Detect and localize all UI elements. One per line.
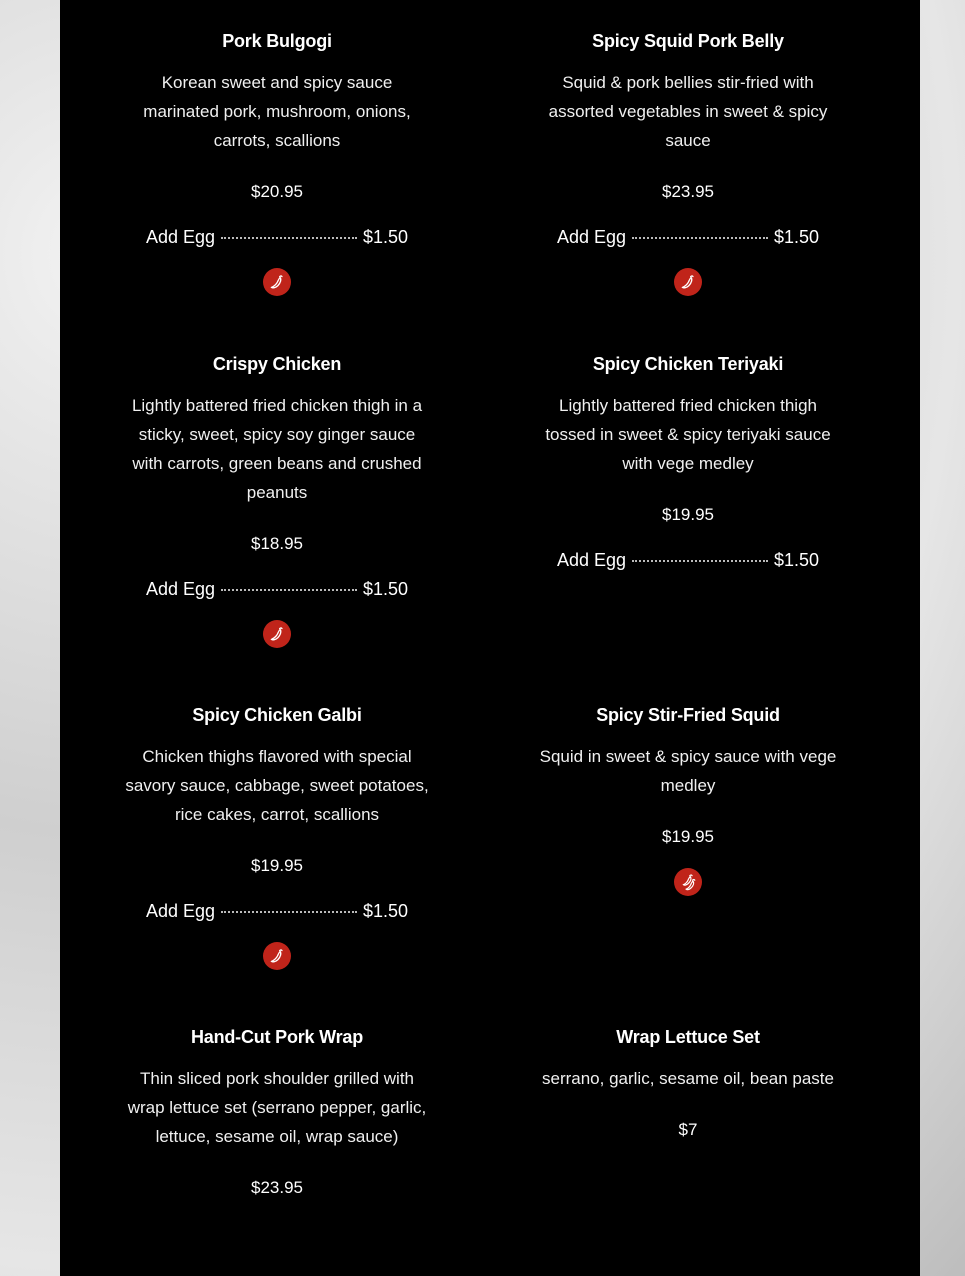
- menu-item-name: Spicy Chicken Galbi: [192, 705, 362, 725]
- dot-leader: [632, 237, 768, 239]
- menu-item-description: Thin sliced pork shoulder grilled with wrap lettuce set (serrano pepper, garlic, lettuce, sesame oil, wrap sauce): [127, 1069, 427, 1146]
- menu-item-description: Squid & pork bellies stir-fried with assorted vegetables in sweet & spicy sauce: [548, 73, 828, 150]
- chili-pepper-icon: [674, 268, 702, 296]
- menu-item-description: Squid in sweet & spicy sauce with vege medley: [539, 747, 837, 795]
- menu-item-price: $19.95: [662, 827, 714, 846]
- menu-item-description: Korean sweet and spicy sauce marinated pork, mushroom, onions, carrots, scallions: [143, 73, 411, 150]
- addon-row: [146, 224, 408, 250]
- menu-item-hand-cut-pork-wrap: [112, 1024, 442, 1201]
- dot-leader: [632, 560, 768, 562]
- dot-leader: [221, 911, 357, 913]
- menu-item-name: Spicy Chicken Teriyaki: [592, 354, 784, 374]
- menu-item-wrap-lettuce-set: [523, 1024, 853, 1143]
- menu-item-name: Spicy Squid Pork Belly: [592, 31, 784, 51]
- addon-row: [557, 224, 819, 250]
- menu-item-pork-bulgogi: [112, 28, 442, 296]
- addon-label: Add Egg: [146, 227, 216, 247]
- menu-item-price: $7: [678, 1120, 698, 1139]
- addon-label: Add Egg: [146, 579, 216, 599]
- dot-leader: [221, 589, 357, 591]
- menu-item-spicy-stir-fried-squid: [523, 702, 853, 896]
- chili-pepper-icon: [263, 620, 291, 648]
- menu-item-spicy-chicken-teriyaki: [523, 351, 853, 573]
- menu-item-price: $19.95: [662, 505, 714, 524]
- addon-label: Add Egg: [557, 227, 627, 247]
- menu-item-price: $23.95: [662, 182, 714, 201]
- addon-label: Add Egg: [146, 901, 216, 921]
- double-chili-pepper-icon: [674, 868, 702, 896]
- addon-label: Add Egg: [557, 550, 627, 570]
- menu-item-description: Chicken thighs flavored with special savory sauce, cabbage, sweet potatoes, rice cakes, carrot, scallions: [125, 747, 429, 824]
- menu-item-name: Spicy Stir-Fried Squid: [596, 705, 780, 725]
- menu-item-name: Crispy Chicken: [212, 354, 342, 374]
- addon-price: $1.50: [362, 901, 408, 921]
- addon-price: $1.50: [362, 227, 408, 247]
- addon-row: [146, 576, 408, 602]
- menu-item-spicy-chicken-galbi: [112, 702, 442, 970]
- addon-price: $1.50: [362, 579, 408, 599]
- dot-leader: [221, 237, 357, 239]
- addon-price: $1.50: [773, 550, 819, 570]
- chili-pepper-icon: [263, 942, 291, 970]
- addon-price: $1.50: [773, 227, 819, 247]
- menu-item-description: Lightly battered fried chicken thigh in a sticky, sweet, spicy soy ginger sauce with carrots, green beans and crushed peanuts: [131, 396, 423, 502]
- menu-item-name: Hand-Cut Pork Wrap: [190, 1027, 364, 1047]
- addon-row: [146, 898, 408, 924]
- menu-item-description: Lightly battered fried chicken thigh tossed in sweet & spicy teriyaki sauce with vege medley: [545, 396, 831, 473]
- menu-item-name: Wrap Lettuce Set: [616, 1027, 760, 1047]
- menu-item-price: $20.95: [251, 182, 303, 201]
- chili-pepper-icon: [263, 268, 291, 296]
- menu-item-price: $19.95: [251, 856, 303, 875]
- menu-item-price: $18.95: [251, 534, 303, 553]
- addon-row: [557, 547, 819, 573]
- menu-panel: [60, 0, 920, 1276]
- menu-item-description: serrano, garlic, sesame oil, bean paste: [542, 1069, 834, 1088]
- menu-item-price: $23.95: [251, 1178, 303, 1197]
- menu-item-crispy-chicken: [112, 351, 442, 648]
- menu-item-name: Pork Bulgogi: [222, 31, 332, 51]
- menu-item-spicy-squid-pork-belly: [523, 28, 853, 296]
